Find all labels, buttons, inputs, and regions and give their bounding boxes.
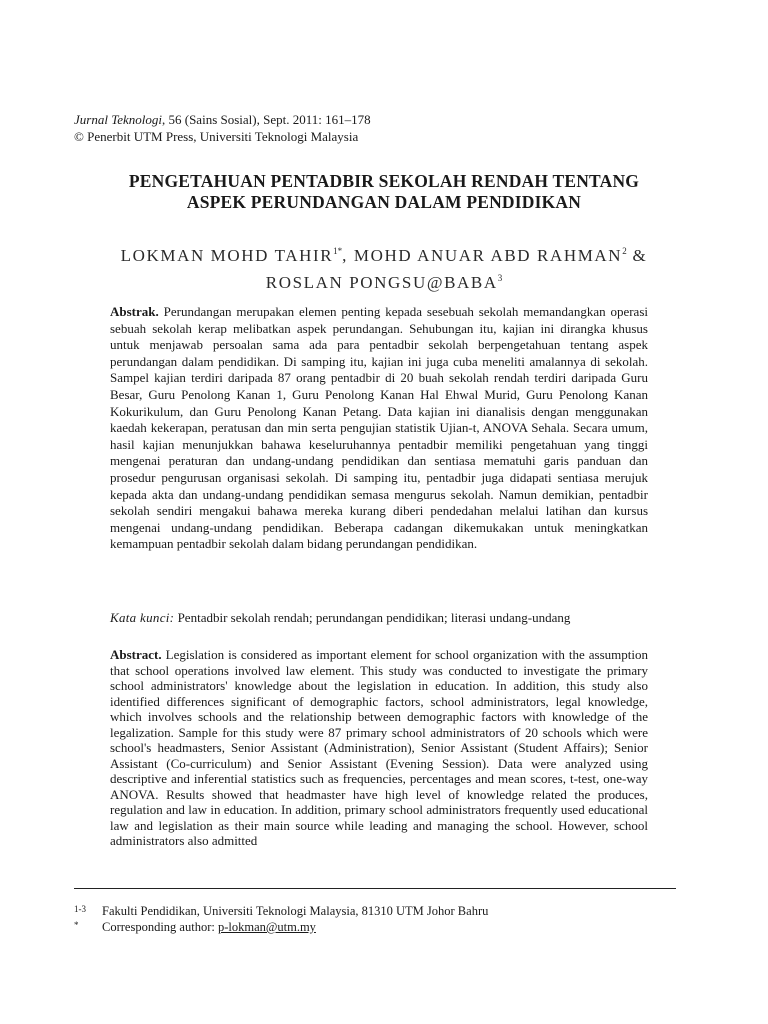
copyright-notice: © Penerbit UTM Press, Universiti Teknologi Malaysia [74, 129, 359, 144]
journal-citation [74, 111, 371, 128]
author-3: ROSLAN PONGSU@BABA [265, 273, 498, 292]
footnote-text: Fakulti Pendidikan, Universiti Teknologi Malaysia, 81310 UTM Johor Bahru [102, 904, 489, 918]
footnote-corresponding [74, 917, 316, 935]
author-3-affiliation: 3 [497, 273, 503, 283]
journal-issue: , 56 (Sains Sosial), Sept. 2011: 161–178 [162, 112, 371, 127]
author-2: MOHD ANUAR ABD RAHMAN [353, 246, 623, 265]
abstract-malay-label: Abstrak. [110, 304, 159, 319]
footnote-text: Corresponding author: [102, 920, 218, 934]
keywords-text: Pentadbir sekolah rendah; perundangan pendidikan; literasi undang-undang [177, 610, 571, 625]
keywords-label: Kata kunci: [110, 610, 175, 625]
keywords [110, 609, 648, 626]
email-link[interactable]: p-lokman@utm.my [217, 920, 316, 934]
abstract-english-label: Abstract. [110, 647, 162, 662]
author-1-affiliation: 1* [333, 246, 343, 256]
footnote-divider [74, 888, 676, 889]
abstract-english [110, 647, 648, 849]
abstract-malay [110, 304, 648, 553]
author-line-1 [60, 240, 708, 267]
author-separator: & [626, 246, 648, 265]
footnote-mark: 1-3 [74, 904, 86, 914]
author-list [60, 240, 708, 294]
author-1: LOKMAN MOHD TAHIR [120, 246, 334, 265]
footnote-mark: * [74, 920, 79, 930]
journal-name: Jurnal Teknologi [74, 112, 162, 127]
abstract-malay-text: Perundangan merupakan elemen penting kepada sesebuah sekolah memandangkan operasi sebuah sekolah kerap melibatkan aspek perundangan. Sehubungan itu, kajian ini dirangka khusus untuk menjawab persoalan sama ada para pentadbir sekolah berpengetahuan tentang aspek perundangan dalam pendidikan. Di samping itu, kajian ini juga cuba meneliti amalannya di sekolah. Sampel kajian terdiri daripada 87 orang pentadbir di 20 buah sekolah rendah terdiri daripada Guru Besar, Guru Penolong Kanan 1, Guru Penolong Kanan Hal Ehwal Murid, Guru Penolong Kanan Kokurikulum, dan Guru Penolong Kanan Petang. Data kajian ini dianalisis dengan menggunakan kaedah kekerapan, peratusan dan min serta pengujian statistik Ujian-t, ANOVA Sehala. Secara umum, hasil kajian menunjukkan bahawa keseluruhannya pentadbir memiliki pengetahuan yang tinggi mengenai peraturan dan undang-undang pendidikan dan sentiasa mematuhi garis panduan dan prosedur pengurusan organisasi sekolah. Di samping itu, pentadbir juga didapati sentiasa merujuk kepada akta dan undang-undang pendidikan semasa mengurus sekolah. Namun demikian, pentadbir sekolah sendiri mengakui bahawa mereka kurang diberi pendedahan melalui latihan dan kursus mengenai undang-undang pendidikan. Beberapa cadangan dikemukakan untuk meningkatkan kemampuan pentadbir sekolah dalam bidang perundangan pendidikan. [110, 304, 648, 552]
article-title [60, 171, 708, 213]
title-line-2: ASPEK PERUNDANGAN DALAM PENDIDIKAN [186, 192, 582, 212]
title-line-1: PENGETAHUAN PENTADBIR SEKOLAH RENDAH TENTANG [128, 171, 640, 191]
author-line-2 [60, 267, 708, 294]
author-separator: , [342, 246, 354, 265]
abstract-english-text: Legislation is considered as important element for school organization with the assumption that school operations involved law element. This study was conducted to investigate the primary school administrators' knowledge about the legislation in education. In addition, this study also identified differences significant of demographic factors, school administrators, legal knowledge, which involves schools and the relationship between demographic factors with knowledge of the legalization. Sample for this study were 87 primary school administrators of 20 schools which were school's headmasters, Senior Assistant (Administration), Senior Assistant (Student Affairs); Senior Assistant (Co-curriculum) and Senior Assistant (Evening Session). Data were analyzed using descriptive and inferential statistics such as frequencies, percentages and mean scores, t-test, one-way ANOVA. Results showed that headmaster have high level of knowledge related the produces, regulation and law in education. In addition, primary school administrators frequently used educational law and legislation as their main source while leading and managing the school. However, school administrators also admitted [110, 647, 649, 848]
author-2-affiliation: 2 [622, 246, 627, 256]
